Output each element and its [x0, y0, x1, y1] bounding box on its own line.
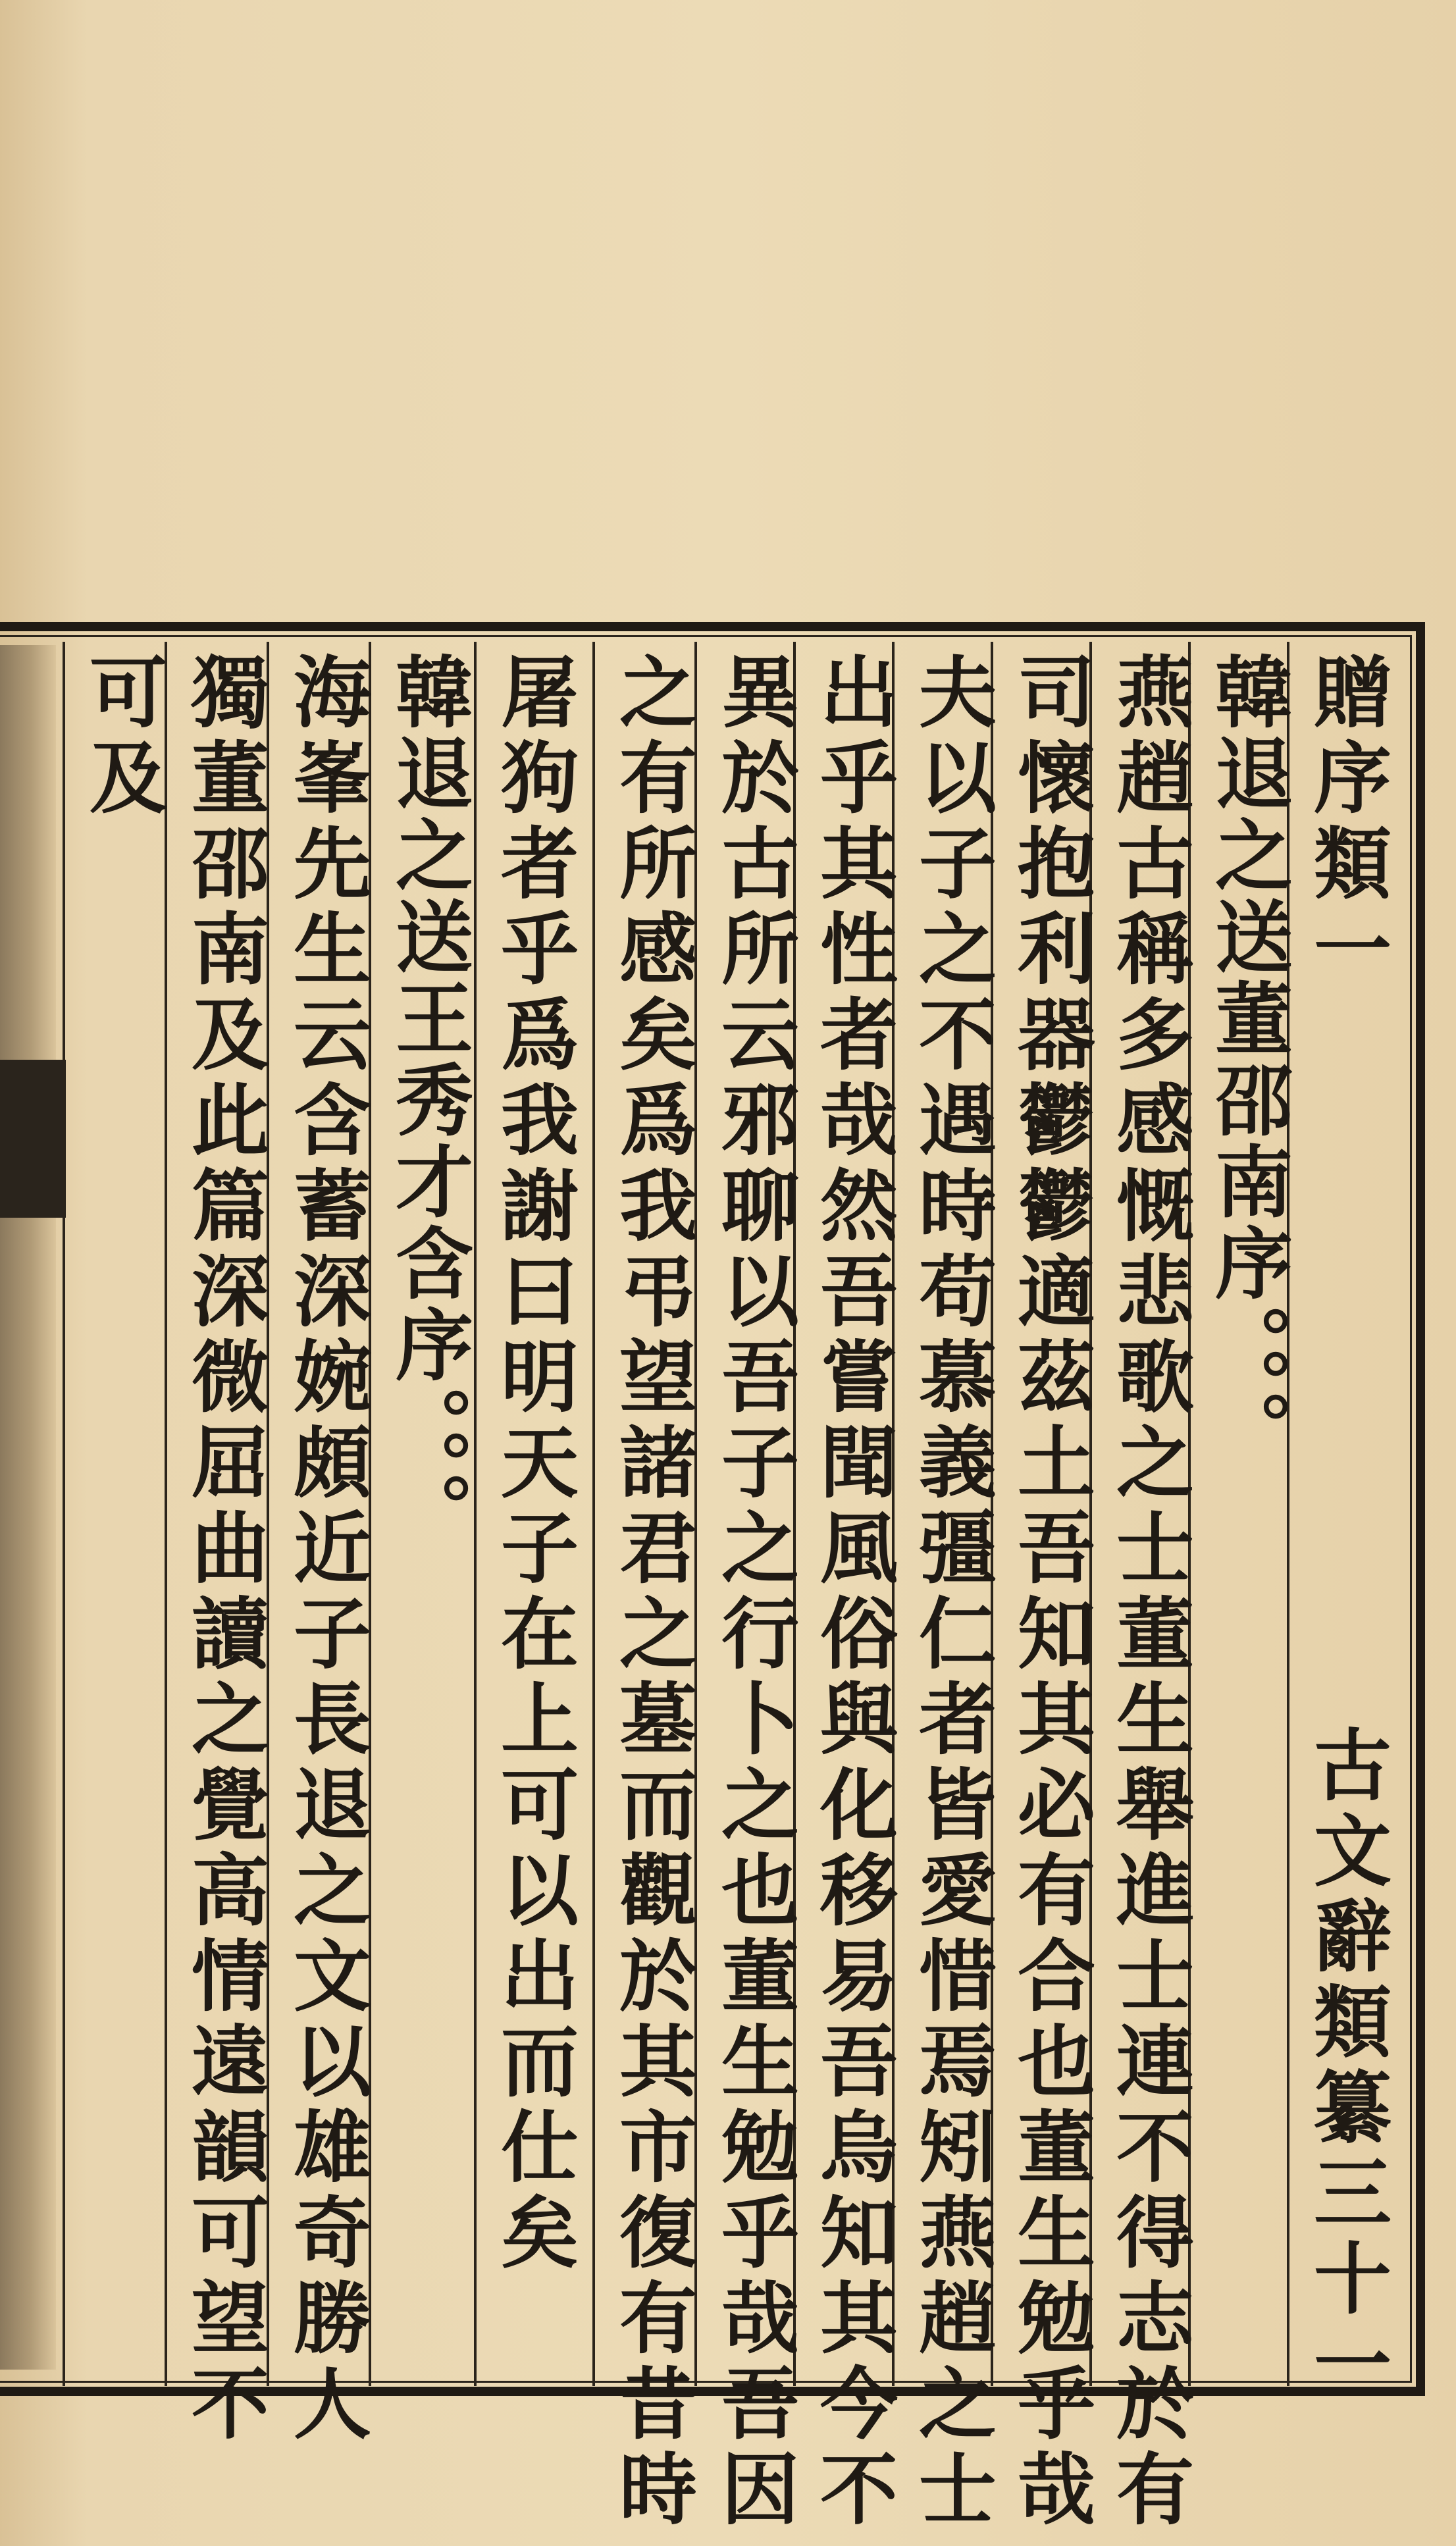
commentary-column: 可及	[76, 652, 168, 823]
essay-title-1: 韓退之送董邵南序。。。	[1202, 652, 1293, 1472]
text-column: 夫以子之不遇時苟慕義彊仁者皆愛惜焉矧燕趙之士	[906, 652, 997, 2534]
text-column: 之有所感矣爲我弔望諸君之墓而觀於其市復有昔時	[606, 652, 698, 2534]
text-column: 異於古所云邪聊以吾子之行卜之也董生勉乎哉吾因	[708, 652, 800, 2534]
column-rule	[592, 642, 595, 2386]
text-column: 燕趙古稱多感慨悲歌之士董生舉進士連不得志於有	[1103, 652, 1195, 2534]
text-column: 屠狗者乎爲我謝曰明天子在上可以出而仕矣	[488, 652, 579, 2277]
book-header: 古文辭類纂三十一	[1301, 1725, 1392, 2409]
text-column: 司懷抱利器鬱鬱適茲土吾知其必有合也董生勉乎哉	[1004, 652, 1096, 2534]
column-rule	[63, 642, 65, 2386]
essay-title-2: 韓退之送王秀才含序。。。	[382, 652, 474, 1553]
commentary-column: 海峯先生云含蓄深婉頗近子長退之文以雄奇勝人	[280, 652, 372, 2449]
category-title: 贈序類一	[1301, 652, 1392, 994]
text-column: 出乎其性者哉然吾嘗聞風俗與化移易吾烏知其今不	[807, 652, 898, 2534]
column-rule	[165, 642, 167, 2386]
commentary-column: 獨董邵南及此篇深微屈曲讀之覺高情遠韻可望不	[178, 652, 270, 2449]
